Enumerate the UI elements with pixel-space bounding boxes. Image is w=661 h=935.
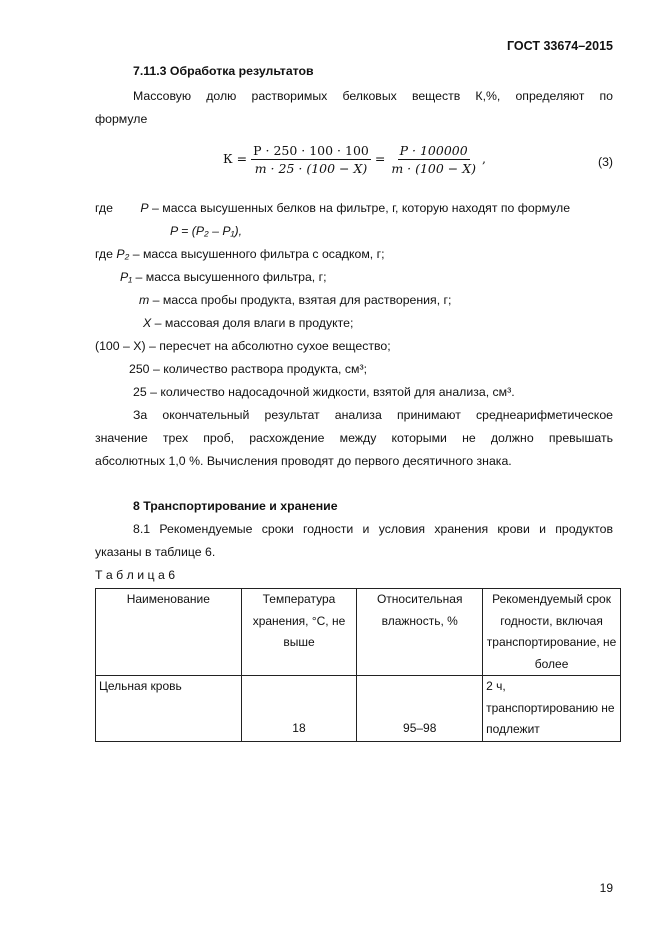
where-prefix: где: [95, 201, 113, 215]
where-text: – количество раствора продукта, см³;: [149, 362, 367, 376]
section-title-7-11-3: 7.11.3 Обработка результатов: [133, 64, 314, 78]
where-line-m: [139, 293, 451, 307]
table-header-name: Наименование: [96, 589, 242, 676]
table-cell-term: 2 ч, транспортированию не подлежит: [483, 676, 621, 742]
section-8-line-1: 8.1 Рекомендуемые сроки годности и условия хранения крови и продуктов: [133, 522, 613, 536]
table-header-row: [96, 589, 621, 676]
formula-fraction-2-numerator: P · 100000: [399, 143, 468, 158]
formula-fraction-1-denominator: m · 25 · (100 − X): [254, 161, 368, 176]
table-header-humidity: Относительная влажность, %: [357, 589, 483, 676]
final-line-1: За окончательный результат анализа принимают среднеарифметическое: [133, 408, 613, 422]
where-line-250: [129, 362, 367, 376]
where-prefix: где: [95, 247, 113, 261]
where-text: – пересчет на абсолютно сухое вещество;: [145, 339, 391, 353]
where-text: – массовая доля влаги в продукте;: [151, 316, 354, 330]
where-text: – количество надосадочной жидкости, взятой для анализа, см³.: [146, 385, 515, 399]
where-text: – масса высушенного фильтра с осадком, г;: [129, 247, 385, 261]
table-header-temperature: Температура хранения, °С, не выше: [241, 589, 357, 676]
document-id: ГОСТ 33674–2015: [507, 39, 613, 53]
table-caption: Т а б л и ц а 6: [95, 568, 176, 582]
formula-fraction-1-numerator: Р · 250 · 100 · 100: [253, 143, 369, 158]
where-symbol: P: [140, 201, 149, 215]
where-text: – масса высушенных белков на фильтре, г, которую находят по формуле: [148, 201, 571, 215]
formula-3: [223, 143, 486, 176]
intro-line-1: Массовую долю растворимых белковых веществ К,%, определяют по: [133, 89, 613, 103]
where-text: – масса высушенного фильтра, г;: [132, 270, 327, 284]
section-title-8: 8 Транспортирование и хранение: [133, 499, 338, 513]
where-symbol: (100 – X): [95, 339, 146, 353]
table-cell-humidity: [357, 676, 483, 742]
table-header-term: Рекомендуемый срок годности, включая транспортирование, не более: [483, 589, 621, 676]
where-symbol: X: [143, 316, 152, 330]
intro-line-2: формуле: [95, 112, 148, 126]
page-number: 19: [599, 881, 613, 895]
where-text: – масса пробы продукта, взятая для растворения, г;: [149, 293, 452, 307]
formula-lhs: К =: [223, 151, 248, 166]
table-cell-temperature: [241, 676, 357, 742]
formula-tail: ,: [482, 151, 486, 166]
formula-fraction-1: [251, 143, 371, 176]
table-cell-name: Цельная кровь: [96, 676, 242, 742]
final-line-3: абсолютных 1,0 %. Вычисления проводят до первого десятичного знака.: [95, 454, 512, 468]
where-line-p2: [95, 247, 385, 261]
where-symbol: m: [139, 293, 150, 307]
where-symbol: 25: [133, 385, 147, 399]
where-line-100-x: [95, 339, 391, 353]
table-row: [96, 676, 621, 742]
where-line-p: [95, 201, 570, 215]
where-symbol: P₁: [120, 270, 133, 284]
final-line-2: значение трех проб, расхождение между которыми не должно превышать: [95, 431, 613, 445]
where-symbol: 250: [129, 362, 150, 376]
formula-fraction-2: [389, 143, 478, 176]
formula-fraction-2-denominator: m · (100 − X): [391, 161, 477, 176]
table-cell-humidity-value: 95–98: [403, 721, 437, 735]
where-line-p-formula: P = (P₂ – P₁),: [170, 224, 243, 238]
table-cell-temperature-value: 18: [292, 721, 306, 735]
where-line-x: [143, 316, 353, 330]
where-line-25: [133, 385, 515, 399]
table-6: [95, 588, 621, 742]
where-line-p1: [120, 270, 327, 284]
where-symbol: P₂: [116, 247, 130, 261]
section-8-line-2: указаны в таблице 6.: [95, 545, 216, 559]
formula-equals: =: [374, 151, 386, 166]
formula-number: (3): [597, 155, 613, 169]
